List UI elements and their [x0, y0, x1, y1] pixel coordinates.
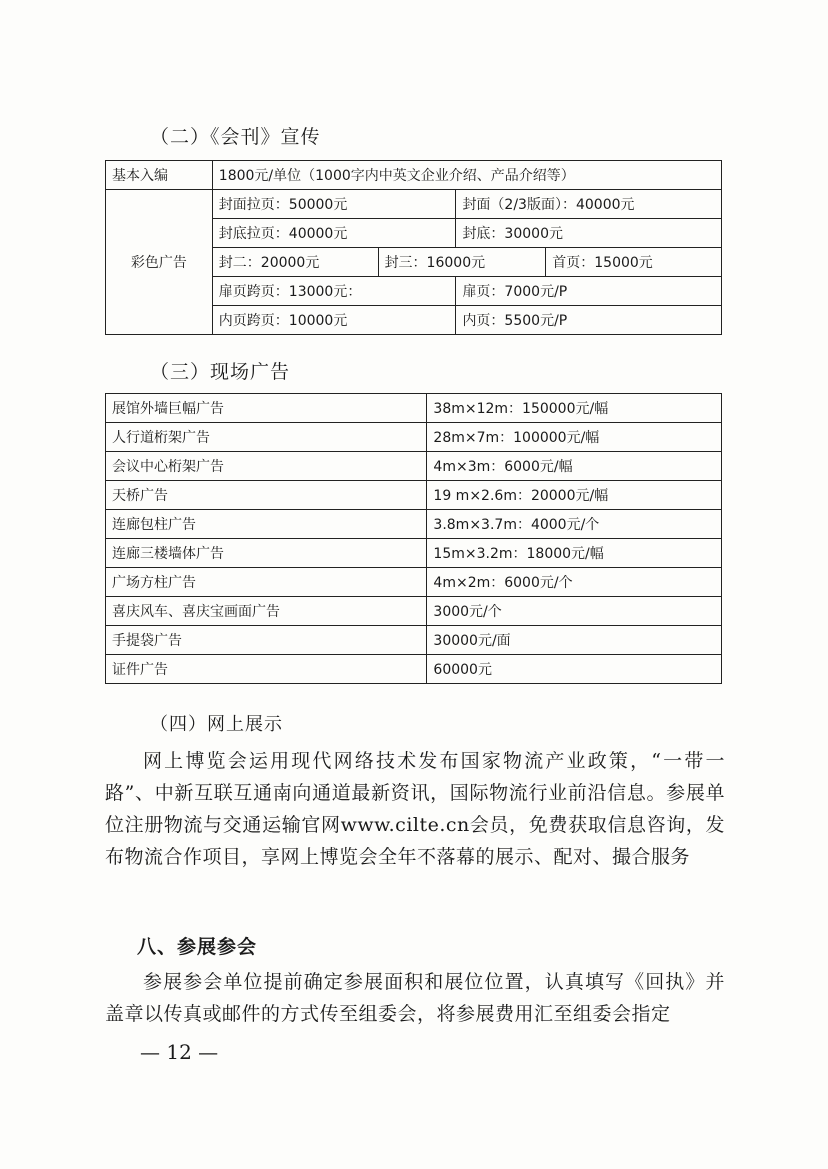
ad-price-cell: 15m×3.2m：18000元/幅 [427, 539, 722, 568]
ad-price-cell: 3.8m×3.7m：4000元/个 [427, 510, 722, 539]
table-cell: 封面拉页：50000元 [212, 190, 456, 219]
table-cell: 扉页：7000元/P [456, 277, 722, 306]
table-row [106, 655, 722, 684]
ad-name-cell: 会议中心桁架广告 [106, 452, 427, 481]
online-paragraph: 网上博览会运用现代网络技术发布国家物流产业政策，“一带一路”、中新互联互通南向通道最新资讯，国际物流行业前沿信息。参展单位注册物流与交通运输官网www.cilte.cn会员，免费获取信息咨询，发布物流合作项目，享网上博览会全年不落幕的展示、配对、撮合服务 [105, 750, 725, 868]
ad-price-cell: 60000元 [427, 655, 722, 684]
table-cell: 封三：16000元 [378, 248, 546, 277]
table-row [106, 394, 722, 423]
color-ad-label: 彩色广告 [106, 190, 213, 335]
ad-price-cell: 28m×7m：100000元/幅 [427, 423, 722, 452]
ad-name-cell: 手提袋广告 [106, 626, 427, 655]
basic-label: 基本入编 [106, 161, 213, 190]
ad-name-cell: 喜庆风车、喜庆宝画面广告 [106, 597, 427, 626]
table-cell: 首页：15000元 [546, 248, 722, 277]
ad-name-cell: 连廊三楼墙体广告 [106, 539, 427, 568]
ad-price-cell: 38m×12m：150000元/幅 [427, 394, 722, 423]
table-cell: 封底：30000元 [456, 219, 722, 248]
table-row [106, 423, 722, 452]
page-number: — 12 — [140, 1040, 219, 1064]
table-row [106, 190, 722, 219]
table-row [106, 568, 722, 597]
table-cell: 内页跨页：10000元 [212, 306, 456, 335]
ad-price-cell: 4m×2m：6000元/个 [427, 568, 722, 597]
huikan-price-table [105, 160, 722, 335]
table-cell: 内页：5500元/P [456, 306, 722, 335]
onsite-ad-table [105, 393, 722, 684]
ad-name-cell: 证件广告 [106, 655, 427, 684]
ad-name-cell: 连廊包柱广告 [106, 510, 427, 539]
table-row [106, 597, 722, 626]
table-row [106, 510, 722, 539]
ad-name-cell: 展馆外墙巨幅广告 [106, 394, 427, 423]
ad-name-cell: 天桥广告 [106, 481, 427, 510]
ad-price-cell: 19 m×2.6m：20000元/幅 [427, 481, 722, 510]
exhibit-paragraph: 参展参会单位提前确定参展面积和展位位置，认真填写《回执》并盖章以传真或邮件的方式传至组委会，将参展费用汇至组委会指定 [105, 971, 725, 1025]
table-cell: 封面（2/3版面）：40000元 [456, 190, 722, 219]
ad-name-cell: 广场方柱广告 [106, 568, 427, 597]
basic-value: 1800元/单位（1000字内中英文企业介绍、产品介绍等） [212, 161, 721, 190]
ad-price-cell: 30000元/面 [427, 626, 722, 655]
table-row [106, 161, 722, 190]
section-heading-online: （四）网上展示 [150, 714, 283, 735]
ad-price-cell: 3000元/个 [427, 597, 722, 626]
table-row [106, 481, 722, 510]
table-cell: 扉页跨页：13000元： [212, 277, 456, 306]
table-row [106, 626, 722, 655]
table-row [106, 539, 722, 568]
section-heading-huikan: （二）《会刊》宣传 [150, 126, 321, 148]
table-cell: 封底拉页：40000元 [212, 219, 456, 248]
ad-name-cell: 人行道桁架广告 [106, 423, 427, 452]
section-heading-exhibit: 八、参展参会 [137, 936, 258, 958]
table-cell: 封二：20000元 [212, 248, 378, 277]
section-heading-onsite: （三）现场广告 [150, 361, 291, 383]
table-row [106, 452, 722, 481]
ad-price-cell: 4m×3m：6000元/幅 [427, 452, 722, 481]
